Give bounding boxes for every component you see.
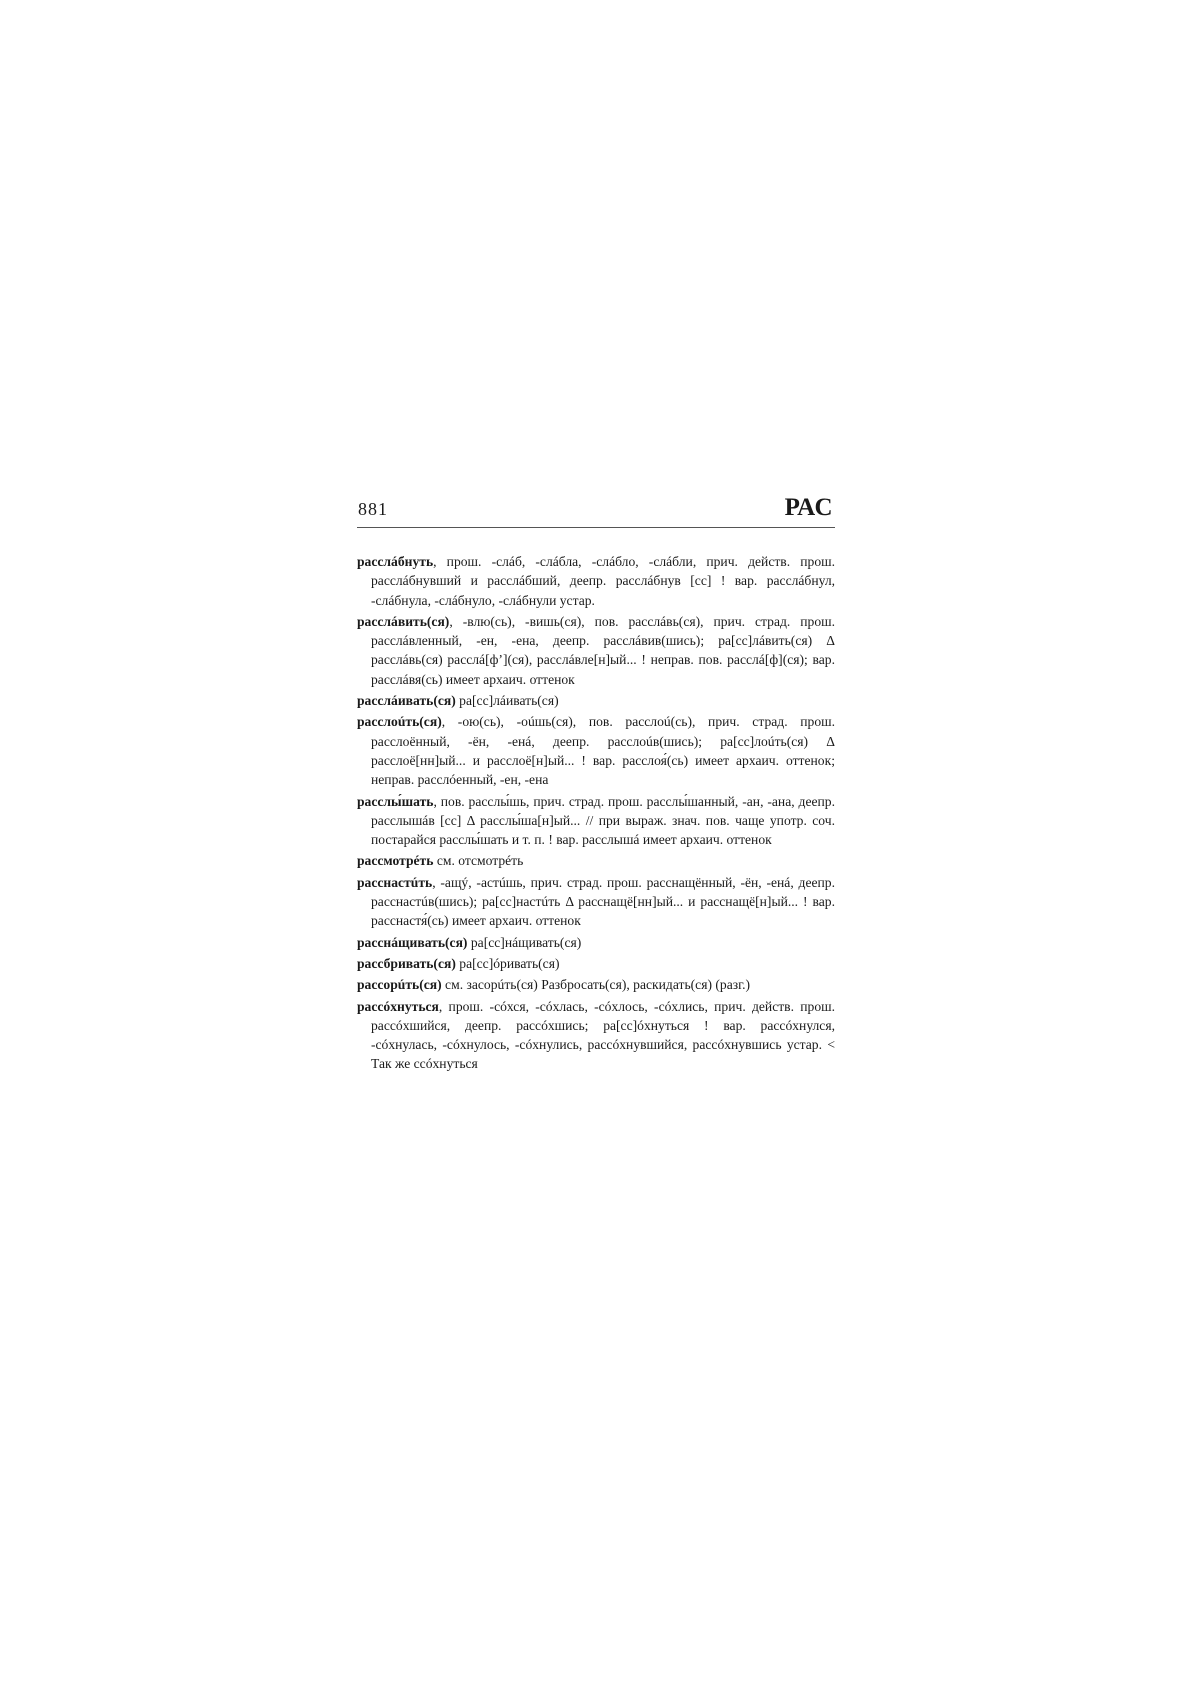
dictionary-entry bbox=[357, 997, 835, 1074]
entry-body: см. отсмотрéть bbox=[433, 853, 524, 869]
dictionary-entry bbox=[357, 552, 835, 610]
dictionary-entry bbox=[357, 851, 835, 870]
dictionary-entry bbox=[357, 933, 835, 952]
entry-body: , прош. -сóхся, -сóхлась, -сóхлось, -сóхлись, прич. действ. прош. рассóхшийся, деепр. рассóхшись; ра[сс]óхнуться ! вар. рассóхнулся, -сóхнулась, -сóхнулось, -сóхнулись, рассóхнувшийся, рассóхнувшись устар. < Так же ссóхнуться bbox=[371, 998, 835, 1072]
entry-headword: рассóхнуться bbox=[357, 998, 439, 1014]
entry-body: ра[сс]óривать(ся) bbox=[455, 955, 560, 971]
header-rule bbox=[357, 527, 835, 528]
entry-body: , -влю(сь), -вишь(ся), пов. расслáвь(ся), прич. страд. прош. расслáвленный, -ен, -ена, деепр. расслáвив(шись); ра[сс]лáвить(ся) Δ расслáвь(ся) расслá[ф’](ся), расслáвле[н]ый... ! неправ. пов. расслá[ф](ся); вар. расслáвя(сь) имеет архаич. оттенок bbox=[371, 613, 835, 687]
entry-body: , прош. -слáб, -слáбла, -слáбло, -слáбли, прич. действ. прош. расслáбнувший и расслáбший, деепр. расслáбнув [сс] ! вар. расслáбнул, -слáбнула, -слáбнуло, -слáбнули устар. bbox=[371, 554, 835, 608]
entry-body: , -ою(сь), -оúшь(ся), пов. расслоú(сь), прич. страд. прош. расслоённый, -ён, -енá, деепр. расслоúв(шись); ра[сс]лоúть(ся) Δ расслоё[нн]ый... и расслоё[н]ый... ! вар. расслоя́(сь) имеет архаич. оттенок; неправ. расслóенный, -ен, -ена bbox=[371, 714, 835, 788]
entry-headword: расслáивать(ся) bbox=[357, 693, 456, 709]
dictionary-entry bbox=[357, 612, 835, 689]
entry-body: ра[сс]лáивать(ся) bbox=[455, 693, 559, 709]
entry-headword: расснастúть bbox=[357, 874, 433, 890]
dictionary-entry bbox=[357, 792, 835, 850]
entry-body: ра[сс]нáщивать(ся) bbox=[467, 934, 582, 950]
entry-headword: рассмотрéть bbox=[357, 853, 434, 869]
entry-headword: расслы́шать bbox=[357, 793, 434, 809]
entry-body: , -ащý, -астúшь, прич. страд. прош. расснащённый, -ён, -енá, деепр. расснастúв(шись); ра[сс]настúть Δ расснащё[нн]ый... и расснащё[н]ый... ! вар. расснастя́(сь) имеет архаич. оттенок bbox=[371, 874, 835, 929]
entry-body: , пов. расслы́шь, прич. страд. прош. расслы́шанный, -ан, -ана, деепр. расслышáв [сс] Δ расслы́ша[н]ый... // при выраж. знач. пов. чаще употр. соч. постарайся расслы́шать и т. п. ! вар. расслышá имеет архаич. оттенок bbox=[371, 793, 835, 848]
entry-headword: рассорúть(ся) bbox=[357, 977, 442, 993]
dictionary-entry bbox=[357, 975, 835, 994]
page-header bbox=[357, 496, 835, 532]
running-head: РАС bbox=[784, 494, 833, 521]
dictionary-page bbox=[357, 496, 835, 1076]
entry-headword: рассбривать(ся) bbox=[357, 955, 456, 971]
dictionary-entry bbox=[357, 873, 835, 931]
entry-list bbox=[357, 552, 835, 1074]
dictionary-entry bbox=[357, 691, 835, 710]
dictionary-entry bbox=[357, 954, 835, 973]
entry-headword: расснáщивать(ся) bbox=[357, 934, 468, 950]
entry-headword: расслáбнуть bbox=[357, 554, 434, 569]
entry-headword: расслоúть(ся) bbox=[357, 714, 442, 730]
page-number: 881 bbox=[358, 499, 388, 519]
entry-headword: расслáвить(ся) bbox=[357, 613, 450, 629]
entry-body: см. засорúть(ся) Разбросать(ся), раскидать(ся) (разг.) bbox=[441, 977, 751, 993]
dictionary-entry bbox=[357, 712, 835, 789]
